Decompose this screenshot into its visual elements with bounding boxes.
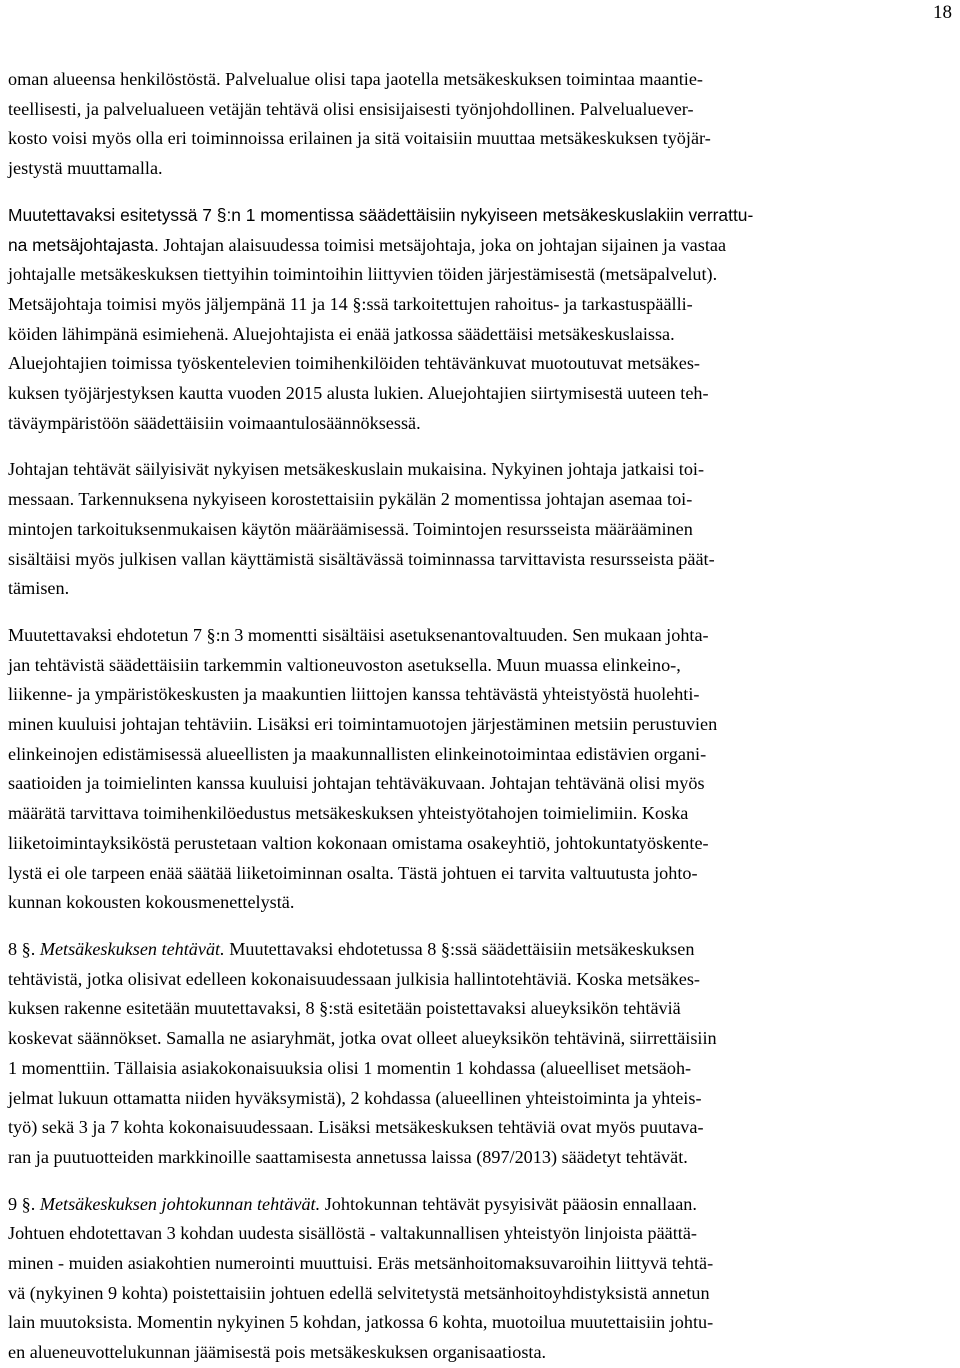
text-line: mintojen tarkoituksenmukaisen käytön määräämisessä. Toimintojen resursseista määrääminen xyxy=(8,518,693,539)
section-number: 9 §. xyxy=(8,1193,40,1214)
text-line: Johtuen ehdotettavan 3 kohdan uudesta sisällöstä - valtakunnallisen yhteistyön linjoista päättä- xyxy=(8,1223,697,1244)
section-title: Metsäkeskuksen johtokunnan tehtävät. xyxy=(39,1193,321,1214)
text-line: määrätä tarvittava toimihenkilöedustus metsäkeskuksen yhteistyötahojen toimielimiin. Koska xyxy=(8,803,689,824)
text-line: työ) sekä 3 ja 7 kohta kokonaisuudessaan. Lisäksi metsäkeskuksen tehtäviä ovat myös puutava- xyxy=(8,1117,704,1138)
document-body xyxy=(8,65,944,1368)
text-line: lain muutoksista. Momentin nykyinen 5 kohdan, jatkossa 6 kohta, muotoilua muutettaisiin johtu- xyxy=(8,1312,714,1333)
text-line: kuksen työjärjestyksen kautta vuoden 2015 alusta lukien. Aluejohtajien siirtymisestä uuteen teh- xyxy=(8,383,709,404)
text-line: liikenne- ja ympäristökeskusten ja maakuntien liittojen kanssa tehtävästä yhteistyöstä huolehti- xyxy=(8,684,700,705)
text-line: sisältäisi myös julkisen vallan käyttämistä sisältävässä toiminnassa tarvittavista resursseista päät- xyxy=(8,548,715,569)
text-line: Muutettavaksi esitetyssä 7 §:n 1 momentissa säädettäisiin nykyiseen metsäkeskuslakiin verrattu- xyxy=(8,204,754,225)
text-line: jestystä muuttamalla. xyxy=(8,158,163,179)
text-segment: Johtajan alaisuudessa toimisi metsäjohtaja, joka on johtajan sijainen ja vastaa xyxy=(158,234,727,255)
text-line: oman alueensa henkilöstöstä. Palvelualue olisi tapa jaotella metsäkeskuksen toimintaa maantie- xyxy=(8,69,703,89)
text-line: jan tehtävistä säädettäisiin tarkemmin valtioneuvoston asetuksella. Muun muassa elinkeino-, xyxy=(8,654,681,675)
text-line: kosto voisi myös olla eri toiminnoissa erilainen ja sitä voitaisiin muuttaa metsäkeskuksen työjär- xyxy=(8,128,711,149)
text-line: 1 momenttiin. Tällaisia asiakokonaisuuksia olisi 1 momentin 1 kohdassa (alueelliset metsäoh- xyxy=(8,1057,692,1078)
text-line: liiketoimintayksiköstä perustetaan valtion kokonaan omistama osakeyhtiö, johtokuntatyöskente- xyxy=(8,832,709,853)
paragraph-asetuksenantovaltuus xyxy=(8,621,944,918)
text-line: johtajalle metsäkeskuksen tiettyihin toimintoihin liittyvien töiden järjestämisestä (metsäpalvelut). xyxy=(8,264,718,285)
text-line: Aluejohtajien toimissa työskentelevien toimihenkilöiden tehtävänkuvat muotoutuvat metsäkes- xyxy=(8,353,700,374)
section-number: 8 §. xyxy=(8,938,40,959)
text-line xyxy=(8,1190,944,1220)
text-line xyxy=(8,935,944,965)
text-line: saatioiden ja toimielinten kanssa kuuluisi johtajan tehtäväkuvaan. Johtajan tehtävänä olisi myös xyxy=(8,773,705,794)
text-line: elinkeinojen edistämisessä alueellisten ja maakunnallisten elinkeinotoimintaa edistävien organi- xyxy=(8,743,707,764)
paragraph-palvelualue xyxy=(8,65,944,184)
paragraph-metsajohtaja xyxy=(8,201,944,439)
text-line: täväympäristöön säädettäisiin voimaantulosäännöksessä. xyxy=(8,412,421,433)
text-line: messaan. Tarkennuksena nykyiseen korostettaisiin pykälän 2 momentissa johtajan asemaa toi- xyxy=(8,489,693,510)
section-title: Metsäkeskuksen tehtävät. xyxy=(39,938,225,959)
text-line: köiden lähimpänä esimiehenä. Aluejohtajista ei enää jatkossa säädettäisi metsäkeskuslaissa. xyxy=(8,323,675,344)
text-segment: na metsäjohtajasta. xyxy=(8,234,159,255)
text-line: Metsäjohtaja toimisi myös jäljempänä 11 ja 14 §:ssä tarkoitettujen rahoitus- ja tarkastuspäälli- xyxy=(8,293,693,314)
text-line: teellisesti, ja palvelualueen vetäjän tehtävä olisi ensisijaisesti työnjohdollinen. Palvelualuever- xyxy=(8,98,694,119)
paragraph-section-8 xyxy=(8,935,944,1173)
text-segment: Johtokunnan tehtävät pysyisivät pääosin ennallaan. xyxy=(320,1193,697,1214)
text-line: koskevat säännökset. Samalla ne asiaryhmät, jotka ovat olleet alueyksikön tehtävinä, siirrettäisiin xyxy=(8,1028,717,1049)
text-line: kunnan kokousten kokousmenettelystä. xyxy=(8,892,295,913)
text-line: jelmat lukuun ottamatta niiden hyväksymistä), 2 kohdassa (alueellinen yhteistoiminta ja yhteis- xyxy=(8,1087,702,1108)
text-line: Johtajan tehtävät säilyisivät nykyisen metsäkeskuslain mukaisina. Nykyinen johtaja jatkaisi toi- xyxy=(8,459,705,480)
text-line: minen - muiden asiakohtien numerointi muuttuisi. Eräs metsänhoitomaksuvaroihin liittyvä tehtä- xyxy=(8,1253,714,1274)
page-number: 18 xyxy=(933,2,952,23)
text-line: lystä ei ole tarpeen enää säätää liiketoiminnan osalta. Tästä johtuen ei tarvita valtuutusta johto- xyxy=(8,862,698,883)
text-line: ran ja puutuotteiden markkinoille saattamisesta annetussa laissa (897/2013) säädetyt tehtävät. xyxy=(8,1146,688,1167)
text-line xyxy=(8,231,944,261)
paragraph-section-9 xyxy=(8,1190,944,1368)
text-line: kuksen rakenne esitetään muutettavaksi, 8 §:stä esitetään poistettavaksi alueyksikön tehtäviä xyxy=(8,998,681,1019)
text-line: Muutettavaksi ehdotetun 7 §:n 3 momentti sisältäisi asetuksenantovaltuuden. Sen mukaan johta- xyxy=(8,624,709,645)
text-segment: Muutettavaksi ehdotetussa 8 §:ssä säädettäisiin metsäkeskuksen xyxy=(224,938,695,959)
paragraph-johtajan-tehtavat xyxy=(8,455,944,604)
text-line: tehtävistä, jotka olisivat edelleen kokonaisuudessaan julkisia hallintotehtäviä. Koska metsäkes- xyxy=(8,968,700,989)
text-line: en alueneuvottelukunnan jäämisestä pois metsäkeskuksen organisaatiosta. xyxy=(8,1342,547,1363)
text-line: vä (nykyinen 9 kohta) poistettaisiin johtuen edellä selvitetystä metsänhoitoyhdistyksistä annetun xyxy=(8,1282,710,1303)
text-line: minen kuuluisi johtajan tehtäviin. Lisäksi eri toimintamuotojen järjestäminen metsiin perustuvien xyxy=(8,714,718,735)
text-line: tämisen. xyxy=(8,578,70,599)
